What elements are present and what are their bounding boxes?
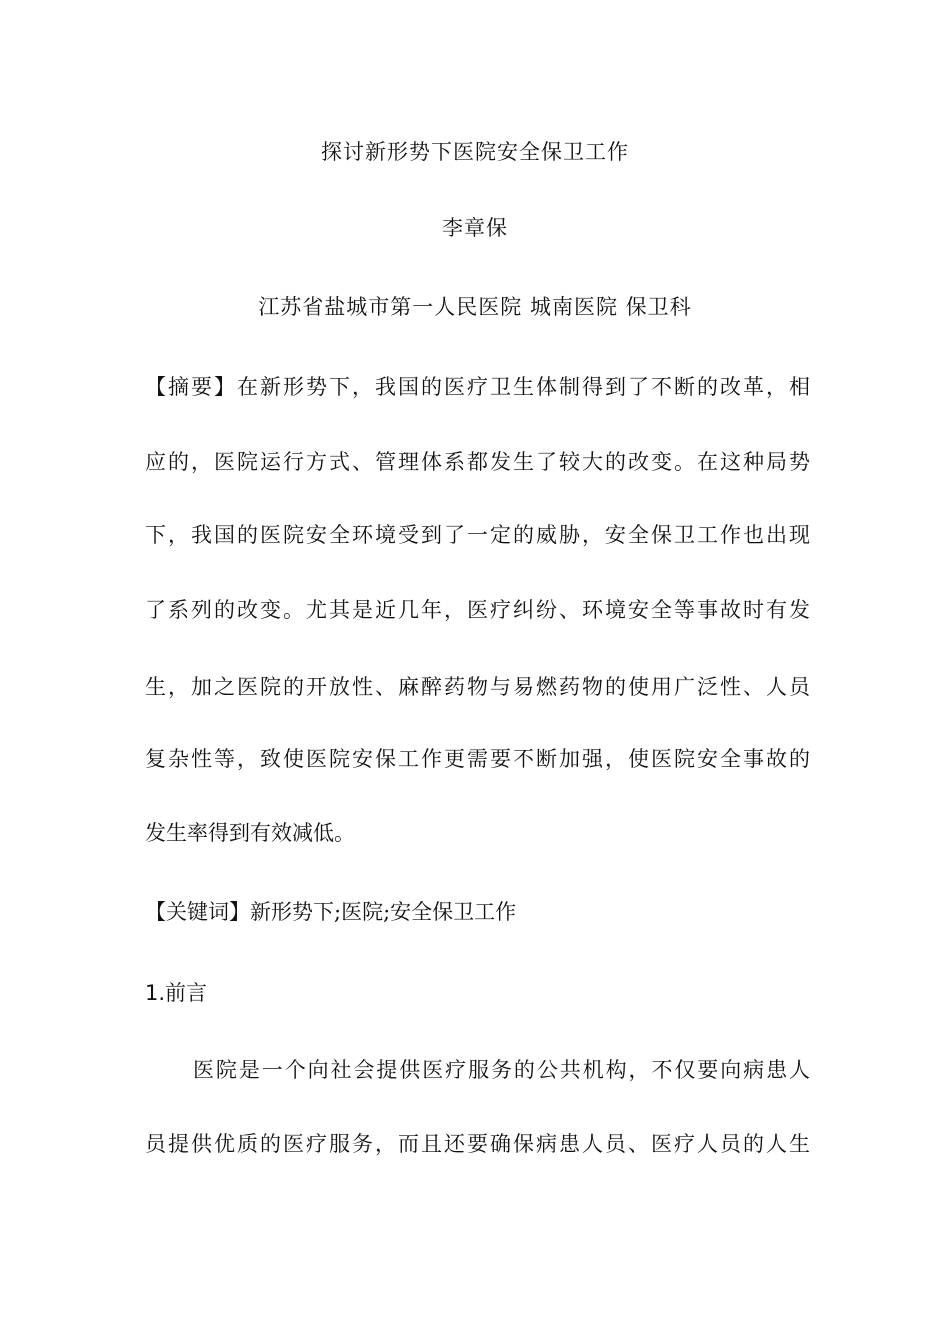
abstract-line: 了系列的改变。尤其是近几年，医疗纠纷、环境安全等事故时有发 (145, 598, 810, 622)
keywords-line: 【关键词】新形势下;医院;安全保卫工作 (145, 900, 517, 924)
document-title: 探讨新形势下医院安全保卫工作 (321, 140, 629, 164)
body-paragraph-line: 医院是一个向社会提供医疗服务的公共机构，不仅要向病患人 (193, 1058, 810, 1082)
abstract-line: 应的，医院运行方式、管理体系都发生了较大的改变。在这种局势 (145, 450, 810, 474)
abstract-line: 发生率得到有效减低。 (145, 821, 355, 845)
author-name: 李章保 (442, 216, 508, 240)
abstract-line: 生，加之医院的开放性、麻醉药物与易燃药物的使用广泛性、人员 (145, 675, 810, 699)
abstract-line: 下，我国的医院安全环境受到了一定的威胁，安全保卫工作也出现 (145, 523, 810, 547)
body-paragraph-line: 员提供优质的医疗服务，而且还要确保病患人员、医疗人员的人生 (145, 1132, 810, 1156)
abstract-line: 复杂性等，致使医院安保工作更需要不断加强，使医院安全事故的 (145, 747, 810, 771)
section-heading: 1.前言 (145, 981, 208, 1005)
abstract-line: 【摘要】在新形势下，我国的医疗卫生体制得到了不断的改革，相 (145, 375, 810, 399)
author-affiliation: 江苏省盐城市第一人民医院 城南医院 保卫科 (258, 295, 692, 319)
